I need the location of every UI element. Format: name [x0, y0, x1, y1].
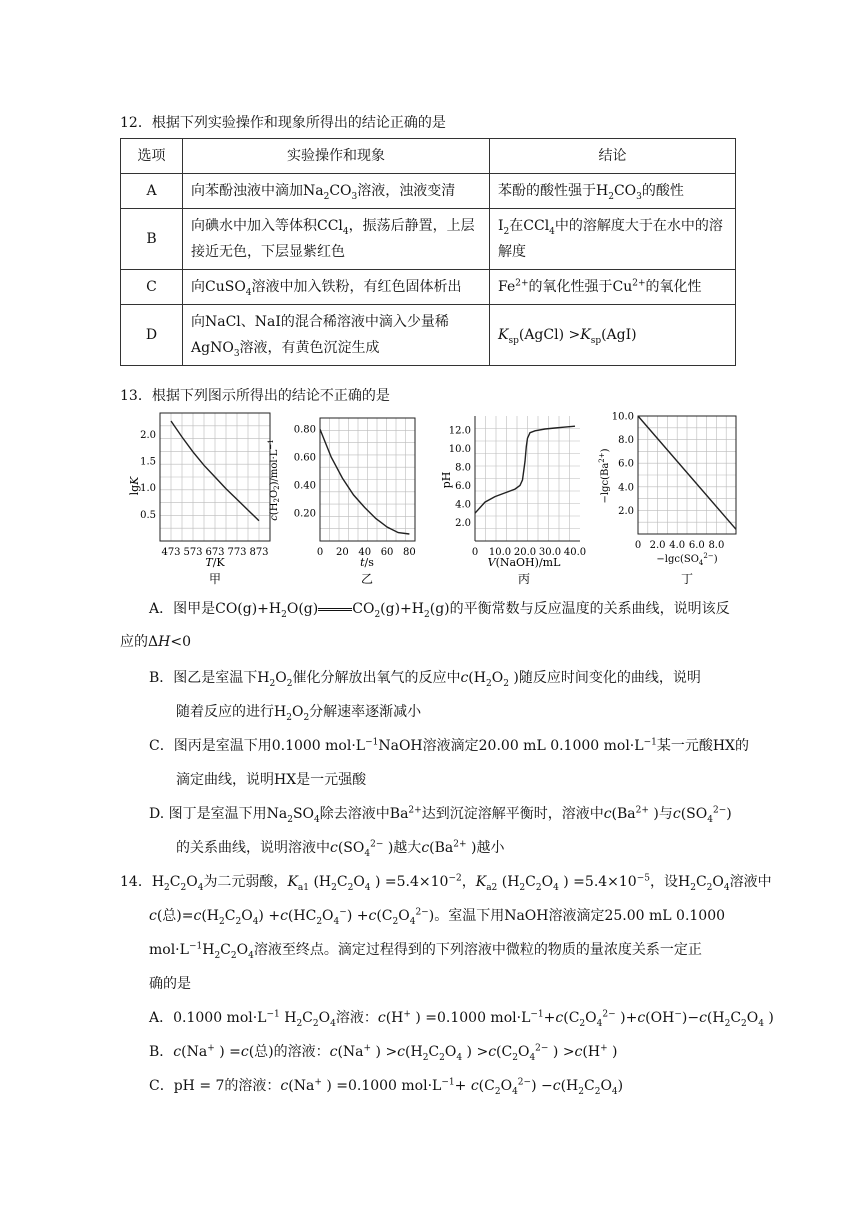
chart-bing-grid: [475, 416, 580, 541]
chart-jia: [128, 413, 270, 586]
x-tick-label: 873: [249, 547, 269, 558]
chart-bing-caption: 丙: [517, 572, 531, 586]
q12-stem: 12．根据下列实验操作和现象所得出的结论正确的是: [120, 115, 446, 131]
q12-row-b-operation: 向碘水中加入等体积CCl$_4$，振荡后静置，上层接近无色，下层显紫红色: [183, 209, 490, 270]
q12-header-conclusion: 结论: [490, 139, 736, 174]
x-tick-label: 2.0: [649, 540, 666, 551]
x-tick-label: 0: [634, 540, 642, 551]
q12-row-d-conclusion: $K_{sp}(AgCl) >K_{sp}(AgI)$: [490, 305, 736, 366]
q13-option-c: C．图丙是室温下用0.1000 $mol\cdot L^{-1}NaOH$溶液滴定20.00 mL 0.1000 $mol\cdot L^{-1}$某一元酸HX的: [149, 737, 750, 754]
y-tick-label: 4.0: [455, 499, 471, 511]
x-tick-label: 20.0: [513, 547, 537, 558]
y-tick-label: 0.80: [293, 424, 316, 436]
chart-yi-yticks: [294, 425, 316, 520]
q12-row-d-operation: 向NaCl、NaI的混合稀溶液中滴入少量稀AgNO$_3$溶液，有黄色沉淀生成: [183, 305, 490, 366]
x-tick-label: 80: [403, 547, 416, 558]
y-tick-label: 10.0: [448, 443, 471, 455]
chart-bing-xlabel: V(NaOH)/mL: [487, 556, 561, 569]
q13-option-c-cont: 滴定曲线，说明HX是一元强酸: [176, 772, 367, 788]
q14-option-a: A．0.1000 $mol\cdot L^{-1}$ $H_2C_2O_4$溶液：c(H+ ) =0.1000 $mol\cdot L^{-1}+c(C_2O_4^{2-}$ )$+c(OH^-)-c(H_2C_2O_4$ ): [149, 1009, 774, 1029]
y-tick-label: 0.5: [140, 509, 156, 521]
x-tick-label: 40.0: [563, 547, 587, 558]
chart-bing-curve: [475, 426, 575, 513]
q12-row-c-option: C: [121, 270, 183, 305]
y-tick-label: 2.0: [140, 429, 156, 441]
y-tick-label: 10.0: [611, 411, 634, 423]
q13-option-d: D. 图丁是室温下用$Na_2SO_4$除去溶液中$Ba^{2+}$达到沉淀溶解平衡时，溶液中$c(Ba^{2+}$ )与$c(SO_4^{2-})$: [149, 805, 732, 825]
q13-option-d-cont: 的关系曲线，说明溶液中$c(SO_4^{2-}$ )越大$c(Ba^{2+}$ )越小: [176, 839, 505, 859]
x-tick-label: 573: [183, 547, 203, 558]
y-tick-label: 4.0: [618, 482, 634, 494]
chart-ding-xlabel: $-\lg c(SO_4^{2-})$: [656, 552, 718, 567]
y-tick-label: 0.20: [293, 508, 316, 520]
x-tick-label: 673: [205, 547, 225, 558]
q12-row-c-conclusion: $Fe^{2+}$的氧化性强于$Cu^{2+}$的氧化性: [490, 270, 736, 305]
y-tick-label: 12.0: [448, 425, 471, 437]
table-row: [121, 174, 736, 209]
q12-row-d-option: D: [121, 305, 183, 366]
chart-jia-caption: 甲: [208, 572, 222, 586]
chart-jia-yticks: [140, 430, 156, 521]
q12-header-option: 选项: [121, 139, 183, 174]
q14-stem-4: 确的是: [149, 976, 191, 992]
chart-yi-xlabel: t/s: [360, 556, 374, 569]
table-row: [121, 305, 736, 366]
q12-row-a-option: A: [121, 174, 183, 209]
x-tick-label: 4.0: [669, 540, 686, 551]
y-tick-label: 1.5: [140, 456, 156, 468]
x-tick-label: 0: [316, 547, 324, 558]
y-tick-label: 6.0: [455, 480, 471, 492]
x-tick-label: 40: [358, 547, 372, 558]
q12-row-c-operation: 向CuSO$_4$溶液中加入铁粉，有红色固体析出: [183, 270, 490, 305]
chart-yi-ylabel: $c(H_2O_2)/mol\cdot L^{-1}$: [267, 439, 281, 521]
x-tick-label: 6.0: [688, 540, 705, 551]
chart-ding: [598, 412, 736, 587]
chart-bing: [440, 416, 586, 586]
y-tick-label: 2.0: [618, 505, 634, 517]
x-tick-label: 10.0: [488, 547, 512, 558]
chart-ding-yticks: [612, 412, 634, 517]
x-tick-label: 20: [335, 547, 349, 558]
x-tick-label: 30.0: [538, 547, 562, 558]
x-tick-label: 0: [471, 547, 479, 558]
q14-stem-2: c(总)$=c(H_2C_2O_4) +c(HC_2O_4^-) +c(C_2O_4^{2-})$。室温下用NaOH溶液滴定25.00 mL 0.1000: [149, 907, 726, 927]
q12-header-operation: 实验操作和现象: [183, 139, 490, 174]
chart-ding-ylabel: $-\lg c(Ba^{2+})$: [598, 448, 611, 504]
q14-stem-1: 14．$H_2C_2O_4$为二元弱酸，$K_{a1}$ ($H_2C_2O_4$ ) $=5.4\times 10^{-2}$，$K_{a2}$ ($H_2C_2O_4$ ) $=5.4\times 10^{-5}$，设$H_2C_2O_4$溶液中: [120, 873, 772, 893]
chart-bing-ylabel: pH: [440, 471, 453, 489]
y-tick-label: 6.0: [618, 458, 634, 470]
q13-option-a-cont: 应的ΔH<0: [120, 634, 191, 650]
q12-row-b-option: B: [121, 209, 183, 270]
x-tick-label: 8.0: [708, 540, 725, 551]
q14-option-c: C．pH = 7的溶液：c(Na+ ) =0.1000 $mol\cdot L^{-1}+ c(C_2O_4^{2-}) -c(H_2C_2O_4)$: [149, 1077, 624, 1097]
x-tick-label: 773: [227, 547, 247, 558]
y-tick-label: 8.0: [455, 462, 471, 474]
x-tick-label: 473: [161, 547, 181, 558]
q12-table: [120, 138, 736, 366]
chart-yi-grid: [320, 418, 415, 541]
q12-row-b-conclusion: $I_2$在CCl$_4$中的溶解度大于在水中的溶解度: [490, 209, 736, 270]
chart-yi-caption: 乙: [360, 572, 374, 586]
y-tick-label: 0.60: [293, 452, 316, 464]
q13-option-a: A．图甲是$CO(g)+H_2O(g)$ $CO_2(g)+H_2(g)$的平衡常数与反应温度的关系曲线，说明该反: [149, 601, 730, 620]
q12-row-a-operation: 向苯酚浊液中滴加$Na_2CO_3$溶液，浊液变清: [183, 174, 490, 209]
y-tick-label: 2.0: [455, 517, 471, 529]
q13-option-b: B．图乙是室温下$H_2O_2$催化分解放出氧气的反应中$c(H_2O_2$ )随反应时间变化的曲线，说明: [149, 670, 701, 689]
chart-yi: [267, 418, 416, 586]
q13-figures: [110, 408, 750, 588]
q14-stem-3: $mol\cdot L^{-1}H_2C_2O_4$溶液至终点。滴定过程得到的下列溶液中微粒的物质的量浓度关系一定正: [149, 941, 702, 961]
chart-ding-xticks: [635, 540, 725, 551]
q13-stem: 13．根据下列图示所得出的结论不正确的是: [120, 388, 390, 404]
y-tick-label: 0.40: [293, 480, 316, 492]
q13-option-b-cont: 随着反应的进行$H_2O_2$分解速率逐渐减小: [176, 704, 422, 723]
chart-jia-ylabel: lgK: [128, 476, 141, 496]
chart-ding-caption: 丁: [680, 572, 694, 586]
q14-option-b: B．c(Na+ ) =c(总)的溶液：c(Na+ ) $>c(H_2C_2O_4$ ) $>c(C_2O_4^{2-}$ ) >c(H+ ): [149, 1043, 618, 1063]
table-row: [121, 209, 736, 270]
q12-table-header: [121, 139, 736, 174]
q12-row-a-conclusion: 苯酚的酸性强于$H_2CO_3$的酸性: [490, 174, 736, 209]
y-tick-label: 1.0: [140, 483, 156, 495]
chart-jia-xlabel: T/K: [205, 556, 225, 569]
x-tick-label: 60: [380, 547, 394, 558]
y-tick-label: 8.0: [618, 435, 634, 447]
table-row: [121, 270, 736, 305]
